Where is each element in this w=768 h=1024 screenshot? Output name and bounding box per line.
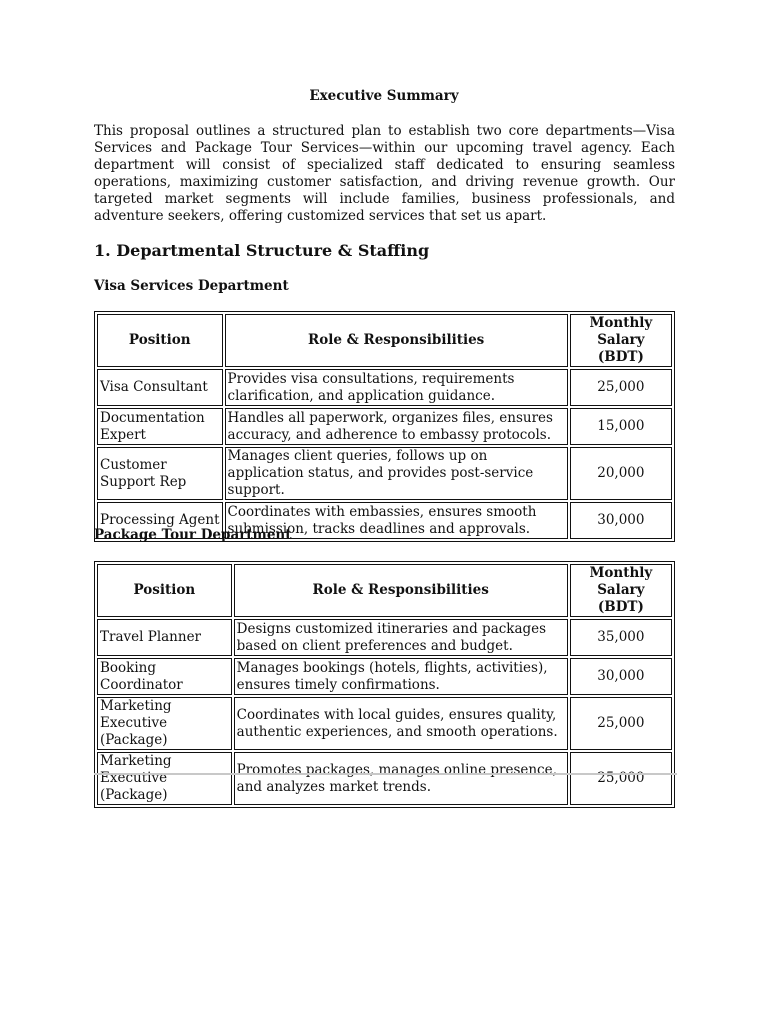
visa-department-heading: Visa Services Department xyxy=(94,278,289,294)
tour-department-heading: Package Tour Department xyxy=(94,527,292,543)
column-header-salary: Monthly Salary (BDT) xyxy=(570,314,672,367)
cell-salary: 15,000 xyxy=(570,408,672,445)
cell-position: Marketing Executive (Package) xyxy=(97,697,232,750)
cell-role: Promotes packages, manages online presence, and analyzes market trends. xyxy=(234,752,568,805)
table-row xyxy=(97,697,672,750)
cell-salary: 25,000 xyxy=(570,369,672,406)
column-header-position: Position xyxy=(97,314,223,367)
table-header-row xyxy=(97,564,672,617)
table-row xyxy=(97,658,672,695)
table-row xyxy=(97,752,672,805)
table-header-row xyxy=(97,314,672,367)
cell-salary: 25,000 xyxy=(570,697,672,750)
cell-salary: 20,000 xyxy=(570,447,672,500)
table-row xyxy=(97,619,672,656)
cell-position: Visa Consultant xyxy=(97,369,223,406)
horizontal-divider xyxy=(94,773,677,775)
cell-role: Handles all paperwork, organizes files, ensures accuracy, and adherence to embassy protocols. xyxy=(225,408,568,445)
table-row xyxy=(97,447,672,500)
column-header-salary: Monthly Salary (BDT) xyxy=(570,564,672,617)
tour-staff-table xyxy=(94,561,675,808)
cell-role: Manages client queries, follows up on application status, and provides post-service support. xyxy=(225,447,568,500)
cell-salary: 25,000 xyxy=(570,752,672,805)
cell-salary: 30,000 xyxy=(570,658,672,695)
column-header-role: Role & Responsibilities xyxy=(225,314,568,367)
cell-role: Manages bookings (hotels, flights, activities), ensures timely confirmations. xyxy=(234,658,568,695)
cell-position: Marketing Executive (Package) xyxy=(97,752,232,805)
column-header-position: Position xyxy=(97,564,232,617)
cell-role: Coordinates with local guides, ensures quality, authentic experiences, and smooth operations. xyxy=(234,697,568,750)
document-title: Executive Summary xyxy=(309,88,459,104)
cell-position: Booking Coordinator xyxy=(97,658,232,695)
cell-salary: 35,000 xyxy=(570,619,672,656)
cell-position: Processing Agent xyxy=(97,502,223,539)
cell-role: Provides visa consultations, requirements clarification, and application guidance. xyxy=(225,369,568,406)
table-row xyxy=(97,369,672,406)
cell-role: Designs customized itineraries and packages based on client preferences and budget. xyxy=(234,619,568,656)
cell-position: Travel Planner xyxy=(97,619,232,656)
section-heading: 1. Departmental Structure & Staffing xyxy=(94,241,430,260)
cell-role: Coordinates with embassies, ensures smooth submission, tracks deadlines and approvals. xyxy=(225,502,568,539)
column-header-role: Role & Responsibilities xyxy=(234,564,568,617)
visa-staff-table xyxy=(94,311,675,542)
cell-position: Documentation Expert xyxy=(97,408,223,445)
cell-position: Customer Support Rep xyxy=(97,447,223,500)
intro-paragraph: This proposal outlines a structured plan to establish two core departments—Visa Services and Package Tour Services—within our upcoming travel agency. Each department will consist of specialized staff dedicated to ensuring seamless operations, maximizing customer satisfaction, and driving revenue growth. Our targeted market segments will include families, business professionals, and adventure seekers, offering customized services that set us apart. xyxy=(94,123,675,224)
table-row xyxy=(97,408,672,445)
cell-salary: 30,000 xyxy=(570,502,672,539)
